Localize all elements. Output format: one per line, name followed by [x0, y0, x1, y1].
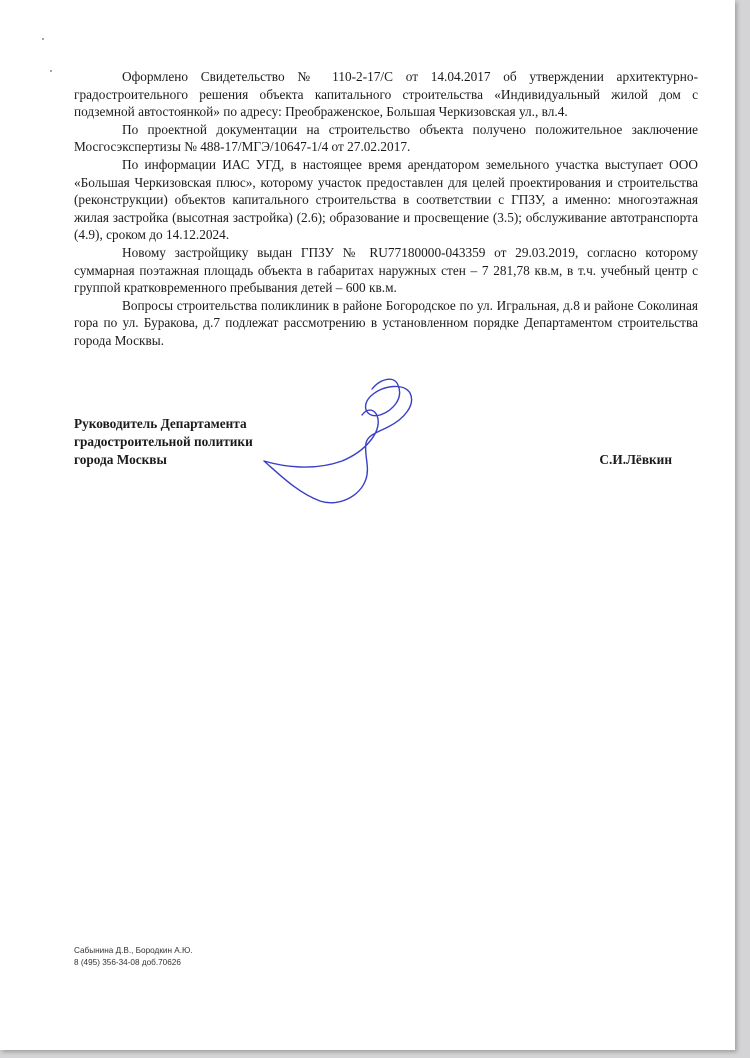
executor-phone: 8 (495) 356-34-08 доб.70626	[74, 958, 181, 967]
signer-position	[74, 415, 253, 469]
handwritten-signature	[254, 375, 444, 525]
scan-speck	[50, 70, 52, 72]
paragraph: По проектной документации на строительство объекта получено положительное заключение Мосгосэкспертизы № 488-17/МГЭ/10647-1/4 от 27.02.2017.	[74, 121, 698, 155]
paragraph: По информации ИАС УГД, в настоящее время арендатором земельного участка выступает ООО «Большая Черкизовская плюс», которому участок предоставлен для целей проектирования и строительства (реконструкции) объектов капитального строительства в соответствии с ГПЗУ, а именно: многоэтажная жилая застройка (высотная застройка) (2.6); образование и просвещение (3.5); обслуживание автотранспорта (4.9), сроком до 14.12.2024.	[74, 156, 698, 243]
executor-footer	[74, 945, 193, 969]
signer-name: С.И.Лёвкин	[599, 452, 672, 467]
paragraph: Вопросы строительства поликлиник в районе Богородское по ул. Игральная, д.8 и районе Соколиная гора по ул. Буракова, д.7 подлежат рассмотрению в установленном порядке Департаментом строительства города Москвы.	[74, 297, 698, 348]
signer-position-line: Руководитель Департамента	[74, 416, 247, 431]
paragraph: Новому застройщику выдан ГПЗУ № RU77180000-043359 от 29.03.2019, согласно которому суммарная поэтажная площадь объекта в габаритах наружных стен – 7 281,78 кв.м, в т.ч. учебный центр с группой кратковременного пребывания детей – 600 кв.м.	[74, 244, 698, 296]
signer-position-line: градостроительной политики	[74, 434, 253, 449]
signature-block	[74, 415, 698, 535]
scan-speck	[42, 38, 44, 40]
executor-names: Сабынина Д.В., Бородкин А.Ю.	[74, 946, 193, 955]
document-body	[74, 68, 698, 350]
signer-position-line: города Москвы	[74, 452, 167, 467]
paragraph: Оформлено Свидетельство № 110-2-17/С от 14.04.2017 об утверждении архитектурно-градостроительного решения объекта капитального строительства «Индивидуальный жилой дом с подземной автостоянкой» по адресу: Преображенское, Большая Черкизовская ул., вл.4.	[74, 69, 698, 120]
